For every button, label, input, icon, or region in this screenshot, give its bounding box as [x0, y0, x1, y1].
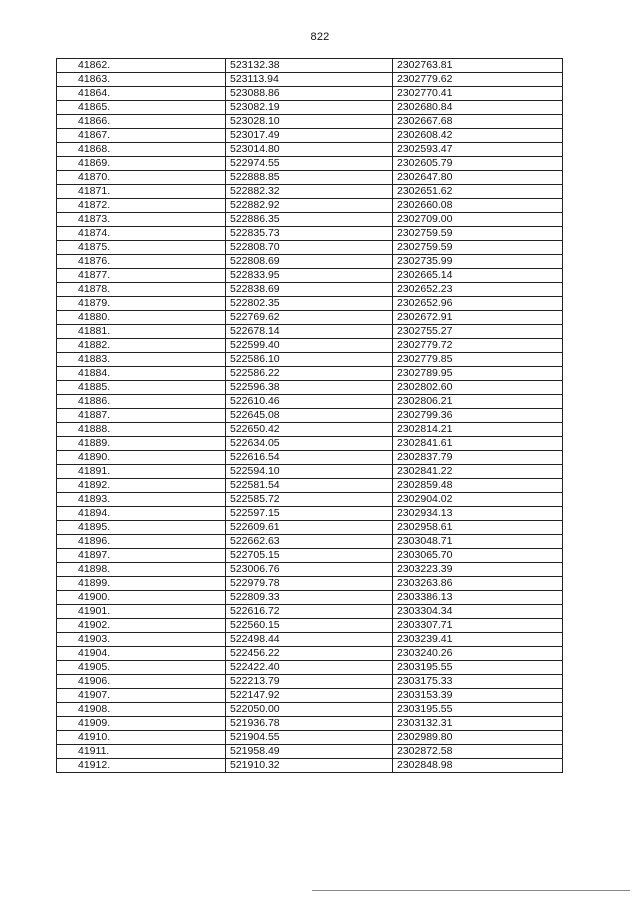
point-id-cell: 41870. — [57, 171, 226, 185]
point-id-cell: 41888. — [57, 423, 226, 437]
point-id-cell: 41880. — [57, 311, 226, 325]
x-coordinate-cell: 522882.32 — [226, 185, 393, 199]
point-id-cell: 41868. — [57, 143, 226, 157]
y-coordinate-cell: 2303307.71 — [393, 619, 563, 633]
point-id-cell: 41889. — [57, 437, 226, 451]
x-coordinate-cell: 522594.10 — [226, 465, 393, 479]
point-id-cell: 41884. — [57, 367, 226, 381]
table-row — [57, 465, 563, 479]
x-coordinate-cell: 522808.69 — [226, 255, 393, 269]
y-coordinate-cell: 2302799.36 — [393, 409, 563, 423]
y-coordinate-cell: 2302665.14 — [393, 269, 563, 283]
x-coordinate-cell: 521904.55 — [226, 731, 393, 745]
y-coordinate-cell: 2302652.23 — [393, 283, 563, 297]
point-id-cell: 41877. — [57, 269, 226, 283]
coordinates-table — [56, 58, 563, 773]
x-coordinate-cell: 523082.19 — [226, 101, 393, 115]
x-coordinate-cell: 522610.46 — [226, 395, 393, 409]
y-coordinate-cell: 2302735.99 — [393, 255, 563, 269]
point-id-cell: 41869. — [57, 157, 226, 171]
x-coordinate-cell: 522596.38 — [226, 381, 393, 395]
point-id-cell: 41874. — [57, 227, 226, 241]
table-row — [57, 73, 563, 87]
point-id-cell: 41912. — [57, 759, 226, 773]
y-coordinate-cell: 2302709.00 — [393, 213, 563, 227]
y-coordinate-cell: 2303195.55 — [393, 703, 563, 717]
point-id-cell: 41871. — [57, 185, 226, 199]
point-id-cell: 41903. — [57, 633, 226, 647]
table-row — [57, 661, 563, 675]
footer-divider — [312, 890, 630, 891]
y-coordinate-cell: 2302667.68 — [393, 115, 563, 129]
point-id-cell: 41875. — [57, 241, 226, 255]
point-id-cell: 41872. — [57, 199, 226, 213]
table-row — [57, 101, 563, 115]
point-id-cell: 41909. — [57, 717, 226, 731]
x-coordinate-cell: 523006.76 — [226, 563, 393, 577]
x-coordinate-cell: 523088.86 — [226, 87, 393, 101]
table-row — [57, 367, 563, 381]
table-row — [57, 731, 563, 745]
table-row — [57, 283, 563, 297]
x-coordinate-cell: 523132.38 — [226, 59, 393, 73]
table-row — [57, 87, 563, 101]
point-id-cell: 41904. — [57, 647, 226, 661]
y-coordinate-cell: 2302779.85 — [393, 353, 563, 367]
x-coordinate-cell: 522833.95 — [226, 269, 393, 283]
y-coordinate-cell: 2302763.81 — [393, 59, 563, 73]
x-coordinate-cell: 522581.54 — [226, 479, 393, 493]
x-coordinate-cell: 522645.08 — [226, 409, 393, 423]
table-row — [57, 577, 563, 591]
table-row — [57, 563, 563, 577]
x-coordinate-cell: 522585.72 — [226, 493, 393, 507]
table-row — [57, 115, 563, 129]
x-coordinate-cell: 523017.49 — [226, 129, 393, 143]
x-coordinate-cell: 522769.62 — [226, 311, 393, 325]
table-row — [57, 339, 563, 353]
x-coordinate-cell: 522597.15 — [226, 507, 393, 521]
x-coordinate-cell: 522835.73 — [226, 227, 393, 241]
y-coordinate-cell: 2303048.71 — [393, 535, 563, 549]
table-row — [57, 171, 563, 185]
y-coordinate-cell: 2302802.60 — [393, 381, 563, 395]
table-row — [57, 185, 563, 199]
x-coordinate-cell: 522498.44 — [226, 633, 393, 647]
table-row — [57, 213, 563, 227]
point-id-cell: 41879. — [57, 297, 226, 311]
y-coordinate-cell: 2302770.41 — [393, 87, 563, 101]
y-coordinate-cell: 2302814.21 — [393, 423, 563, 437]
table-row — [57, 493, 563, 507]
x-coordinate-cell: 522634.05 — [226, 437, 393, 451]
point-id-cell: 41867. — [57, 129, 226, 143]
y-coordinate-cell: 2302660.08 — [393, 199, 563, 213]
x-coordinate-cell: 522586.22 — [226, 367, 393, 381]
table-row — [57, 479, 563, 493]
table-row — [57, 591, 563, 605]
table-row — [57, 129, 563, 143]
x-coordinate-cell: 522599.40 — [226, 339, 393, 353]
table-row — [57, 507, 563, 521]
table-row — [57, 759, 563, 773]
x-coordinate-cell: 522616.54 — [226, 451, 393, 465]
y-coordinate-cell: 2302789.95 — [393, 367, 563, 381]
x-coordinate-cell: 523014.80 — [226, 143, 393, 157]
table-row — [57, 437, 563, 451]
table-row — [57, 605, 563, 619]
x-coordinate-cell: 522802.35 — [226, 297, 393, 311]
point-id-cell: 41905. — [57, 661, 226, 675]
y-coordinate-cell: 2303223.39 — [393, 563, 563, 577]
point-id-cell: 41866. — [57, 115, 226, 129]
x-coordinate-cell: 522213.79 — [226, 675, 393, 689]
point-id-cell: 41895. — [57, 521, 226, 535]
table-row — [57, 703, 563, 717]
point-id-cell: 41892. — [57, 479, 226, 493]
table-row — [57, 633, 563, 647]
x-coordinate-cell: 522422.40 — [226, 661, 393, 675]
table-row — [57, 423, 563, 437]
x-coordinate-cell: 522705.15 — [226, 549, 393, 563]
x-coordinate-cell: 522147.92 — [226, 689, 393, 703]
point-id-cell: 41885. — [57, 381, 226, 395]
y-coordinate-cell: 2303175.33 — [393, 675, 563, 689]
y-coordinate-cell: 2303304.34 — [393, 605, 563, 619]
y-coordinate-cell: 2302848.98 — [393, 759, 563, 773]
x-coordinate-cell: 521958.49 — [226, 745, 393, 759]
point-id-cell: 41902. — [57, 619, 226, 633]
x-coordinate-cell: 522678.14 — [226, 325, 393, 339]
y-coordinate-cell: 2303132.31 — [393, 717, 563, 731]
point-id-cell: 41881. — [57, 325, 226, 339]
x-coordinate-cell: 522560.15 — [226, 619, 393, 633]
table-row — [57, 535, 563, 549]
y-coordinate-cell: 2303195.55 — [393, 661, 563, 675]
point-id-cell: 41898. — [57, 563, 226, 577]
y-coordinate-cell: 2303153.39 — [393, 689, 563, 703]
table-row — [57, 619, 563, 633]
x-coordinate-cell: 522586.10 — [226, 353, 393, 367]
point-id-cell: 41891. — [57, 465, 226, 479]
point-id-cell: 41882. — [57, 339, 226, 353]
x-coordinate-cell: 521936.78 — [226, 717, 393, 731]
y-coordinate-cell: 2302755.27 — [393, 325, 563, 339]
point-id-cell: 41887. — [57, 409, 226, 423]
point-id-cell: 41862. — [57, 59, 226, 73]
y-coordinate-cell: 2302806.21 — [393, 395, 563, 409]
y-coordinate-cell: 2303065.70 — [393, 549, 563, 563]
point-id-cell: 41873. — [57, 213, 226, 227]
point-id-cell: 41865. — [57, 101, 226, 115]
x-coordinate-cell: 522456.22 — [226, 647, 393, 661]
y-coordinate-cell: 2302989.80 — [393, 731, 563, 745]
y-coordinate-cell: 2302904.02 — [393, 493, 563, 507]
y-coordinate-cell: 2302652.96 — [393, 297, 563, 311]
table-row — [57, 59, 563, 73]
y-coordinate-cell: 2302605.79 — [393, 157, 563, 171]
point-id-cell: 41907. — [57, 689, 226, 703]
x-coordinate-cell: 522838.69 — [226, 283, 393, 297]
x-coordinate-cell: 522662.63 — [226, 535, 393, 549]
table-row — [57, 451, 563, 465]
table-row — [57, 311, 563, 325]
table-row — [57, 717, 563, 731]
y-coordinate-cell: 2302779.72 — [393, 339, 563, 353]
x-coordinate-cell: 522882.92 — [226, 199, 393, 213]
point-id-cell: 41900. — [57, 591, 226, 605]
table-row — [57, 157, 563, 171]
x-coordinate-cell: 523113.94 — [226, 73, 393, 87]
y-coordinate-cell: 2302759.59 — [393, 227, 563, 241]
table-row — [57, 409, 563, 423]
y-coordinate-cell: 2303263.86 — [393, 577, 563, 591]
y-coordinate-cell: 2302859.48 — [393, 479, 563, 493]
point-id-cell: 41896. — [57, 535, 226, 549]
point-id-cell: 41878. — [57, 283, 226, 297]
table-row — [57, 549, 563, 563]
x-coordinate-cell: 522886.35 — [226, 213, 393, 227]
point-id-cell: 41906. — [57, 675, 226, 689]
y-coordinate-cell: 2303240.26 — [393, 647, 563, 661]
point-id-cell: 41897. — [57, 549, 226, 563]
point-id-cell: 41901. — [57, 605, 226, 619]
y-coordinate-cell: 2302872.58 — [393, 745, 563, 759]
x-coordinate-cell: 523028.10 — [226, 115, 393, 129]
y-coordinate-cell: 2302651.62 — [393, 185, 563, 199]
table-row — [57, 269, 563, 283]
point-id-cell: 41893. — [57, 493, 226, 507]
y-coordinate-cell: 2302779.62 — [393, 73, 563, 87]
x-coordinate-cell: 522650.42 — [226, 423, 393, 437]
y-coordinate-cell: 2302647.80 — [393, 171, 563, 185]
x-coordinate-cell: 522809.33 — [226, 591, 393, 605]
x-coordinate-cell: 522609.61 — [226, 521, 393, 535]
table-row — [57, 647, 563, 661]
point-id-cell: 41910. — [57, 731, 226, 745]
x-coordinate-cell: 522050.00 — [226, 703, 393, 717]
table-row — [57, 381, 563, 395]
y-coordinate-cell: 2303239.41 — [393, 633, 563, 647]
page-number: 822 — [310, 31, 330, 43]
table-row — [57, 675, 563, 689]
y-coordinate-cell: 2302837.79 — [393, 451, 563, 465]
y-coordinate-cell: 2302672.91 — [393, 311, 563, 325]
y-coordinate-cell: 2303386.13 — [393, 591, 563, 605]
table-row — [57, 745, 563, 759]
table-row — [57, 353, 563, 367]
point-id-cell: 41911. — [57, 745, 226, 759]
y-coordinate-cell: 2302934.13 — [393, 507, 563, 521]
point-id-cell: 41908. — [57, 703, 226, 717]
table-row — [57, 689, 563, 703]
point-id-cell: 41863. — [57, 73, 226, 87]
table-row — [57, 241, 563, 255]
x-coordinate-cell: 521910.32 — [226, 759, 393, 773]
y-coordinate-cell: 2302759.59 — [393, 241, 563, 255]
x-coordinate-cell: 522979.78 — [226, 577, 393, 591]
y-coordinate-cell: 2302680.84 — [393, 101, 563, 115]
point-id-cell: 41899. — [57, 577, 226, 591]
y-coordinate-cell: 2302841.61 — [393, 437, 563, 451]
point-id-cell: 41890. — [57, 451, 226, 465]
table-row — [57, 521, 563, 535]
table-row — [57, 255, 563, 269]
coordinates-table-body — [57, 59, 563, 773]
table-row — [57, 227, 563, 241]
x-coordinate-cell: 522616.72 — [226, 605, 393, 619]
point-id-cell: 41864. — [57, 87, 226, 101]
point-id-cell: 41883. — [57, 353, 226, 367]
table-row — [57, 325, 563, 339]
point-id-cell: 41886. — [57, 395, 226, 409]
y-coordinate-cell: 2302958.61 — [393, 521, 563, 535]
table-row — [57, 395, 563, 409]
table-row — [57, 143, 563, 157]
x-coordinate-cell: 522888.85 — [226, 171, 393, 185]
x-coordinate-cell: 522974.55 — [226, 157, 393, 171]
y-coordinate-cell: 2302593.47 — [393, 143, 563, 157]
table-row — [57, 199, 563, 213]
y-coordinate-cell: 2302608.42 — [393, 129, 563, 143]
table-row — [57, 297, 563, 311]
point-id-cell: 41894. — [57, 507, 226, 521]
x-coordinate-cell: 522808.70 — [226, 241, 393, 255]
point-id-cell: 41876. — [57, 255, 226, 269]
y-coordinate-cell: 2302841.22 — [393, 465, 563, 479]
